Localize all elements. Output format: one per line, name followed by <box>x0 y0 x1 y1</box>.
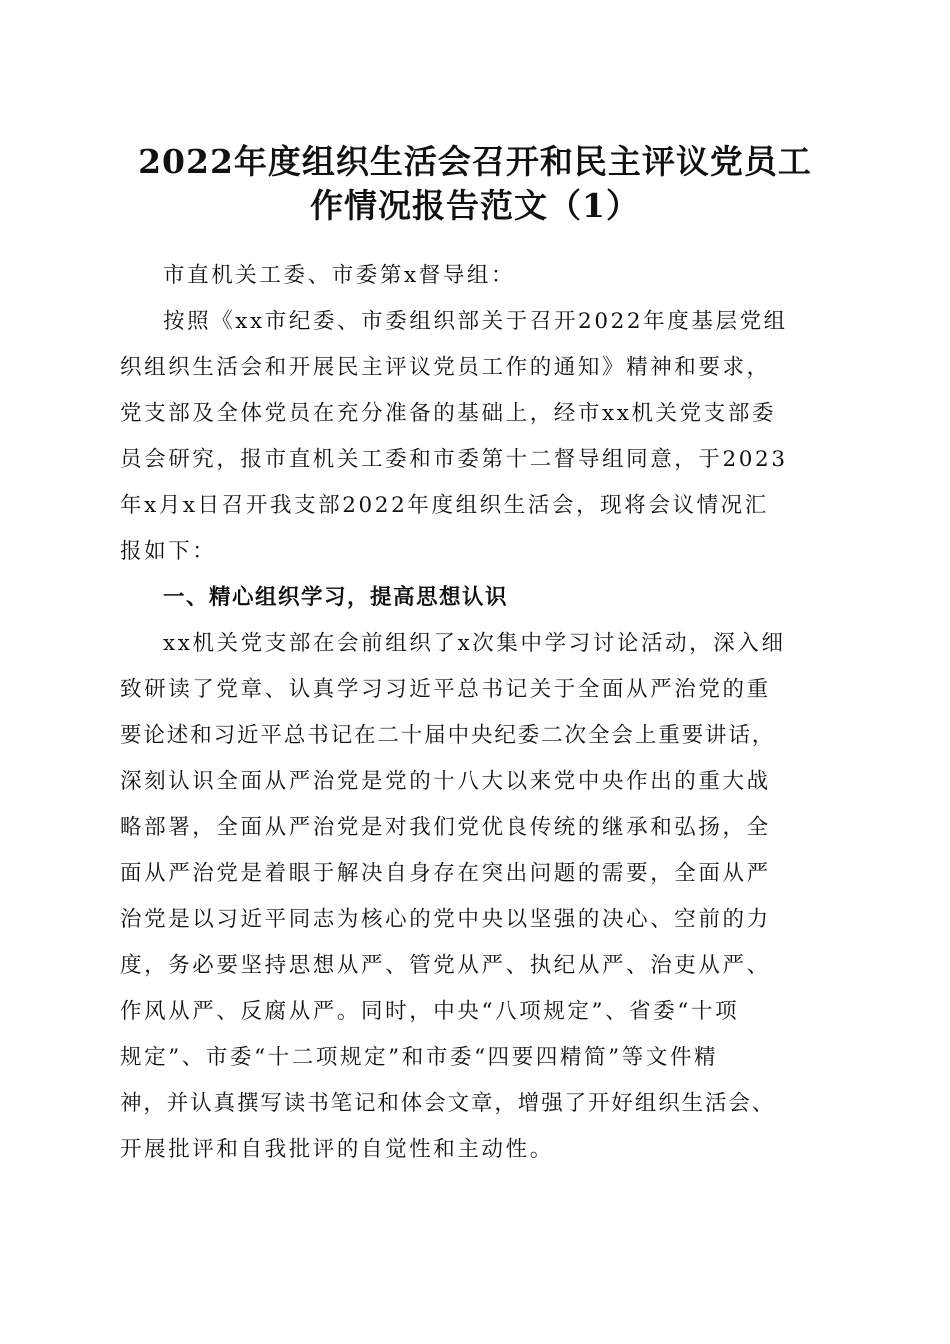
section-line: 开展批评和自我批评的自觉性和主动性。 <box>120 1137 554 1162</box>
section-line: 要论述和习近平总书记在二十届中央纪委二次全会上重要讲话， <box>120 723 776 748</box>
section-line: 神，并认真撰写读书笔记和体会文章，增强了开好组织生活会、 <box>120 1091 776 1116</box>
section-line: xx机关党支部在会前组织了x次集中学习讨论活动，深入细 <box>163 631 786 656</box>
intro-line: 员会研究，报市直机关工委和市委第十二督导组同意，于2023 <box>120 447 788 472</box>
salutation: 市直机关工委、市委第x督导组： <box>163 263 516 288</box>
intro-line: 年x月x日召开我支部2022年度组织生活会，现将会议情况汇 <box>120 493 769 518</box>
section-line: 略部署，全面从严治党是对我们党优良传统的继承和弘扬，全 <box>120 815 771 840</box>
section-line: 治党是以习近平同志为核心的党中央以坚强的决心、空前的力 <box>120 907 771 932</box>
intro-line: 按照《xx市纪委、市委组织部关于召开2022年度基层党组 <box>163 309 788 334</box>
section-line: 度，务必要坚持思想从严、管党从严、执纪从严、治吏从严、 <box>120 953 771 978</box>
title-line-2: 作情况报告范文（1） <box>310 186 640 225</box>
section-line: 面从严治党是着眼于解决自身存在突出问题的需要，全面从严 <box>120 861 771 886</box>
section-paragraph <box>120 621 832 1173</box>
section-heading: 一、精心组织学习，提高思想认识 <box>163 585 509 610</box>
intro-line: 党支部及全体党员在充分准备的基础上，经市xx机关党支部委 <box>120 401 777 426</box>
section-line: 深刻认识全面从严治党是党的十八大以来党中央作出的重大战 <box>120 769 771 794</box>
intro-line: 报如下： <box>120 539 217 564</box>
section-line: 作风从严、反腐从严。同时，中央“八项规定”、省委“十项 <box>120 999 740 1024</box>
document-title <box>100 140 850 228</box>
title-line-1: 2022年度组织生活会召开和民主评议党员工 <box>138 142 812 181</box>
section-line: 规定”、市委“十二项规定”和市委“四要四精简”等文件精 <box>120 1045 719 1070</box>
document-body <box>120 253 832 1173</box>
intro-paragraph <box>120 299 832 575</box>
intro-line: 织组织生活会和开展民主评议党员工作的通知》精神和要求， <box>120 355 771 380</box>
section-line: 致研读了党章、认真学习习近平总书记关于全面从严治党的重 <box>120 677 771 702</box>
